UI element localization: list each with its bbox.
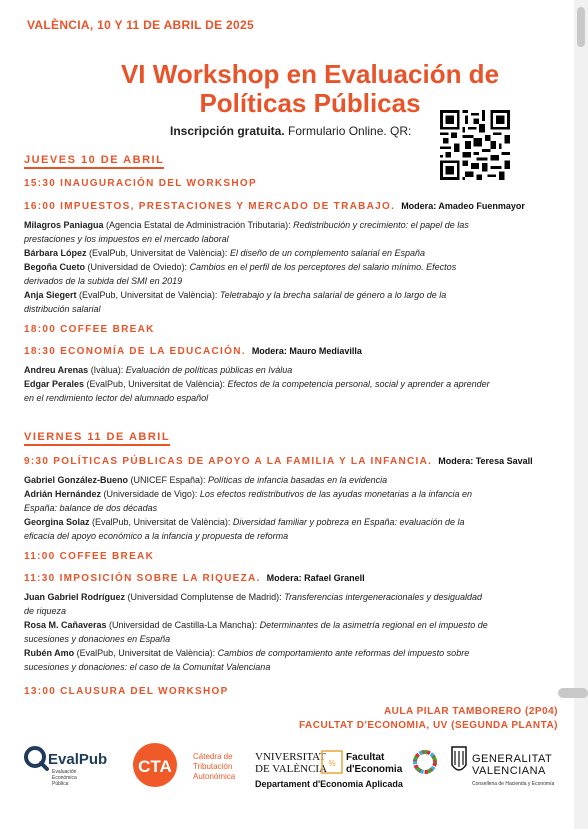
sponsor-logos [0,735,588,795]
speaker-affiliation: (EvalPub, Universitat de València): [76,290,220,300]
page-title-line1: VI Workshop en Evaluación de [120,59,500,89]
speaker-affiliation: (Ivàlua): [88,365,126,375]
speaker-name: Andreu Arenas [24,365,89,375]
day-heading-friday: VIERNES 11 DE ABRIL [24,431,170,446]
talk-item [24,377,494,405]
svg-text:d'Economia: d'Economia [346,764,403,775]
session-taxes-title: 16:00 IMPUESTOS, PRESTACIONES Y MERCADO DE TRABAJO. [24,201,396,212]
talk-item [24,618,494,646]
session-education-title: 18:30 ECONOMÍA DE LA EDUCACIÓN. [24,346,246,357]
cta-logo [133,743,236,787]
speaker-name: Adrián Hernández [24,489,102,499]
page-title-line2: Políticas Públicas [199,88,421,118]
session-education-moderator: Modera: Mauro Mediavilla [251,346,362,356]
talk-title: Efectos de la competencia personal, social y aprender a aprender en el rendimiento lector del alumnado español [24,379,490,403]
talk-title: Redistribución y crecimiento: el papel de las prestaciones y los impuestos en el mercado laboral [24,220,469,244]
signup-rest: Formulario Online. QR: [284,124,412,138]
talk-item [24,487,494,515]
talk-item [24,515,494,543]
evalpub-logo [26,748,107,787]
session-taxes [24,201,525,212]
speaker-name: Milagros Paniagua [24,220,104,230]
speaker-affiliation: (Universidad de Castilla-La Mancha): [106,620,260,630]
session-wealth [24,573,365,584]
svg-text:Cátedra de: Cátedra de [193,752,233,761]
qr-code-icon[interactable] [440,110,510,180]
speaker-name: Georgina Solaz [24,517,90,527]
speaker-name: Anja Siegert [24,290,77,300]
day-heading-thursday: JUEVES 10 DE ABRIL [24,154,164,169]
scroll-indicator[interactable] [558,688,588,698]
signup-info [170,124,411,138]
talk-title: Determinantes de la asimetría regional en el impuesto de sucesiones y donaciones en España [24,620,488,644]
talk-title: Evaluación de políticas públicas en Ivàlua [125,365,293,375]
svg-text:Evaluación: Evaluación [52,769,77,775]
talk-title: Diversidad familiar y pobreza en España: evaluación de la eficacia del apoyo económico a la infancia y propuesta de reforma [24,517,465,541]
session-education [24,346,362,357]
session-family-title: 9:30 POLÍTICAS PÚBLICAS DE APOYO A LA FAMILIA Y LA INFANCIA. [24,456,433,467]
speaker-affiliation: (EvalPub, Universitat de València): [84,379,228,389]
svg-text:VNIVERSITAT: VNIVERSITAT [255,751,326,763]
signup-bold: Inscripción gratuita. [170,124,285,138]
talk-title: Políticas de infancia basadas en la evidencia [208,475,388,485]
session-opening: 15:30 INAUGURACIÓN DEL WORKSHOP [24,178,257,189]
talk-item [24,590,494,618]
speaker-affiliation: (Universidad Complutense de Madrid): [125,592,285,602]
svg-text:CTA: CTA [138,757,172,776]
speaker-name: Begoña Cueto [24,262,86,272]
session-family [24,456,533,467]
talk-title: Cambios en el perfil de los perceptores del salario mínimo. Efectos derivados de la subida del SMI en 2019 [24,262,457,286]
speaker-name: Edgar Perales [24,379,85,389]
svg-text:DE VALÈNCIA: DE VALÈNCIA [255,763,328,775]
talk-title: Teletrabajo y la brecha salarial de género a lo largo de la distribución salarial [24,290,447,314]
talk-item [24,363,494,377]
session-coffee-break: 18:00 COFFEE BREAK [24,324,155,335]
talk-title: Los efectos redistributivos de las ayudas monetarias a la infancia en España: balance de dos décadas [24,489,473,513]
dateline: VALÈNCIA, 10 Y 11 DE ABRIL DE 2025 [27,18,254,32]
talk-item [24,646,494,674]
talk-title: Transferencias intergeneracionales y desigualdad de riqueza [24,592,483,616]
gva-logo [452,747,554,787]
speaker-affiliation: (EvalPub, Universitat de València): [86,248,230,258]
session-closing: 13:00 CLAUSURA DEL WORKSHOP [24,686,229,697]
svg-text:Tributación: Tributación [193,762,233,771]
scrollbar-thumb[interactable] [577,7,585,47]
speaker-name: Gabriel González-Bueno [24,475,129,485]
session-wealth-title: 11:30 IMPOSICIÓN SOBRE LA RIQUEZA. [24,573,261,584]
talk-item [24,473,494,487]
talk-item [24,288,494,316]
speaker-affiliation: (EvalPub, Universitat de València): [89,517,233,527]
svg-text:%: % [328,759,336,768]
speaker-affiliation: (Universidad de Oviedo): [85,262,190,272]
speaker-affiliation: (Universidade de Vigo): [101,489,200,499]
speaker-name: Bárbara López [24,248,87,258]
svg-text:VALENCIANA: VALENCIANA [472,765,546,777]
scrollbar-track[interactable] [574,0,588,829]
talk-title: El diseño de un complemento salarial en España [229,248,426,258]
svg-text:Facultat: Facultat [346,752,385,763]
speaker-affiliation: (UNICEF España): [128,475,209,485]
session-family-moderator: Modera: Teresa Savall [438,456,533,466]
sponsor-logos-svg [0,735,588,795]
svg-text:Pública: Pública [52,781,69,787]
speaker-name: Rosa M. Cañaveras [24,620,107,630]
session-taxes-moderator: Modera: Amadeo Fuenmayor [401,201,525,211]
speaker-name: Rubén Amo [24,648,75,658]
sdg-wheel-icon [415,752,435,772]
speaker-affiliation: (Agencia Estatal de Administración Tributaria): [103,220,294,230]
svg-text:Departament d'Economia Aplicad: Departament d'Economia Aplicada [255,779,403,789]
svg-text:Conselleria de Hacienda y Econ: Conselleria de Hacienda y Economía [472,781,555,787]
svg-text:Económica: Económica [52,775,77,781]
talk-item [24,218,494,246]
venue-room: AULA PILAR TAMBORERO (2P04) [383,706,558,717]
speaker-name: Juan Gabriel Rodríguez [24,592,126,602]
svg-text:Autonómica: Autonómica [193,772,236,781]
uv-logo [255,751,435,789]
session-coffee-break: 11:00 COFFEE BREAK [24,551,155,562]
speaker-affiliation: (EvalPub, Universitat de València): [74,648,218,658]
svg-text:GENERALITAT: GENERALITAT [472,753,553,765]
evalpub-text: EvalPub [48,751,108,768]
venue-address: FACULTAT D'ECONOMIA, UV (SEGUNDA PLANTA) [298,720,558,731]
talk-item [24,246,494,260]
session-wealth-moderator: Modera: Rafael Granell [266,573,365,583]
talk-item [24,260,494,288]
talk-title: Cambios de comportamiento ante reformas del impuesto sobre sucesiones y donaciones: el caso de la Comunitat Valenciana [24,648,470,672]
